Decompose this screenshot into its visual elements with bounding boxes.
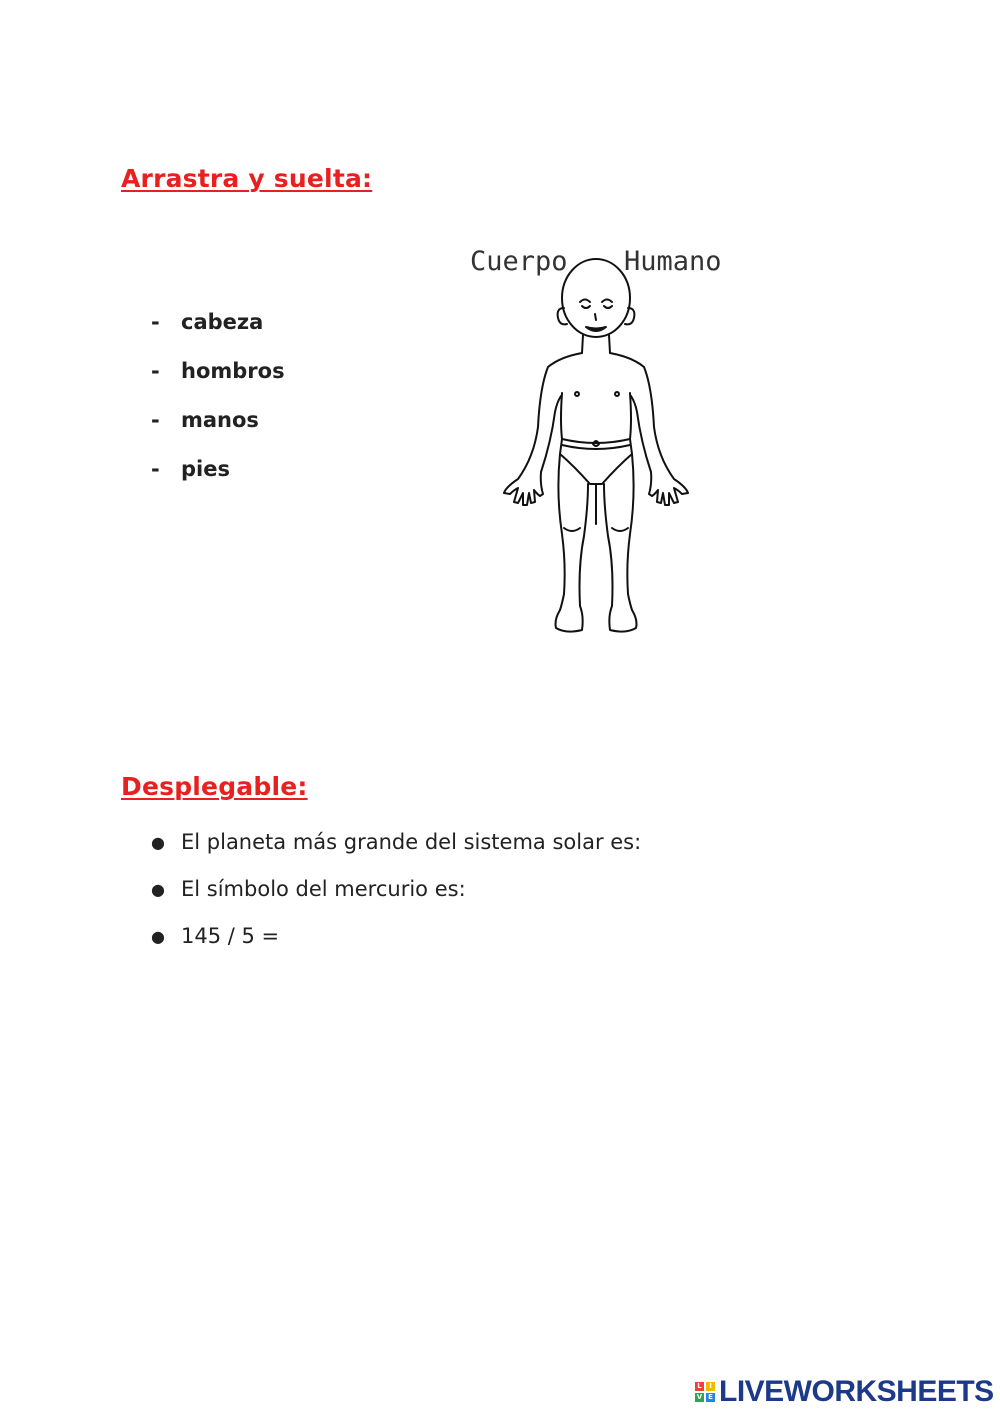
- dash-marker: -: [151, 359, 160, 383]
- human-body-figure: [456, 236, 741, 668]
- figure-title-left: Cuerpo: [470, 246, 568, 277]
- drag-items-list: [151, 310, 285, 506]
- dropdown-question: [151, 924, 641, 971]
- bullet-icon: ●: [151, 833, 165, 852]
- drag-item[interactable]: [151, 310, 285, 359]
- figure-title-right: Humano: [624, 246, 722, 277]
- question-text: El planeta más grande del sistema solar es:: [181, 830, 642, 854]
- dropdown-question: [151, 830, 641, 877]
- logo-square: E: [706, 1393, 715, 1402]
- logo-icon: [695, 1382, 715, 1402]
- dash-marker: -: [151, 408, 160, 432]
- logo-text: LIVEWORKSHEETS: [719, 1375, 994, 1408]
- drag-item-label: cabeza: [181, 310, 264, 334]
- drag-item[interactable]: [151, 359, 285, 408]
- dash-marker: -: [151, 310, 160, 334]
- question-text: 145 / 5 =: [181, 924, 280, 948]
- dash-marker: -: [151, 457, 160, 481]
- drag-item[interactable]: [151, 457, 285, 506]
- dropdown-questions-list: [151, 830, 641, 971]
- title-dropdown: Desplegable:: [121, 772, 308, 801]
- body-outline-illustration: [456, 236, 741, 668]
- drag-item-label: pies: [181, 457, 230, 481]
- question-text: El símbolo del mercurio es:: [181, 877, 466, 901]
- bullet-icon: ●: [151, 927, 165, 946]
- drag-item-label: manos: [181, 408, 259, 432]
- drag-item[interactable]: [151, 408, 285, 457]
- bullet-icon: ●: [151, 880, 165, 899]
- drag-item-label: hombros: [181, 359, 285, 383]
- title-drag-drop: Arrastra y suelta:: [121, 164, 373, 193]
- dropdown-question: [151, 877, 641, 924]
- logo-square: V: [696, 1393, 703, 1401]
- logo-square: L: [695, 1382, 704, 1391]
- logo-square: I: [706, 1382, 715, 1391]
- liveworksheets-logo[interactable]: [695, 1375, 994, 1409]
